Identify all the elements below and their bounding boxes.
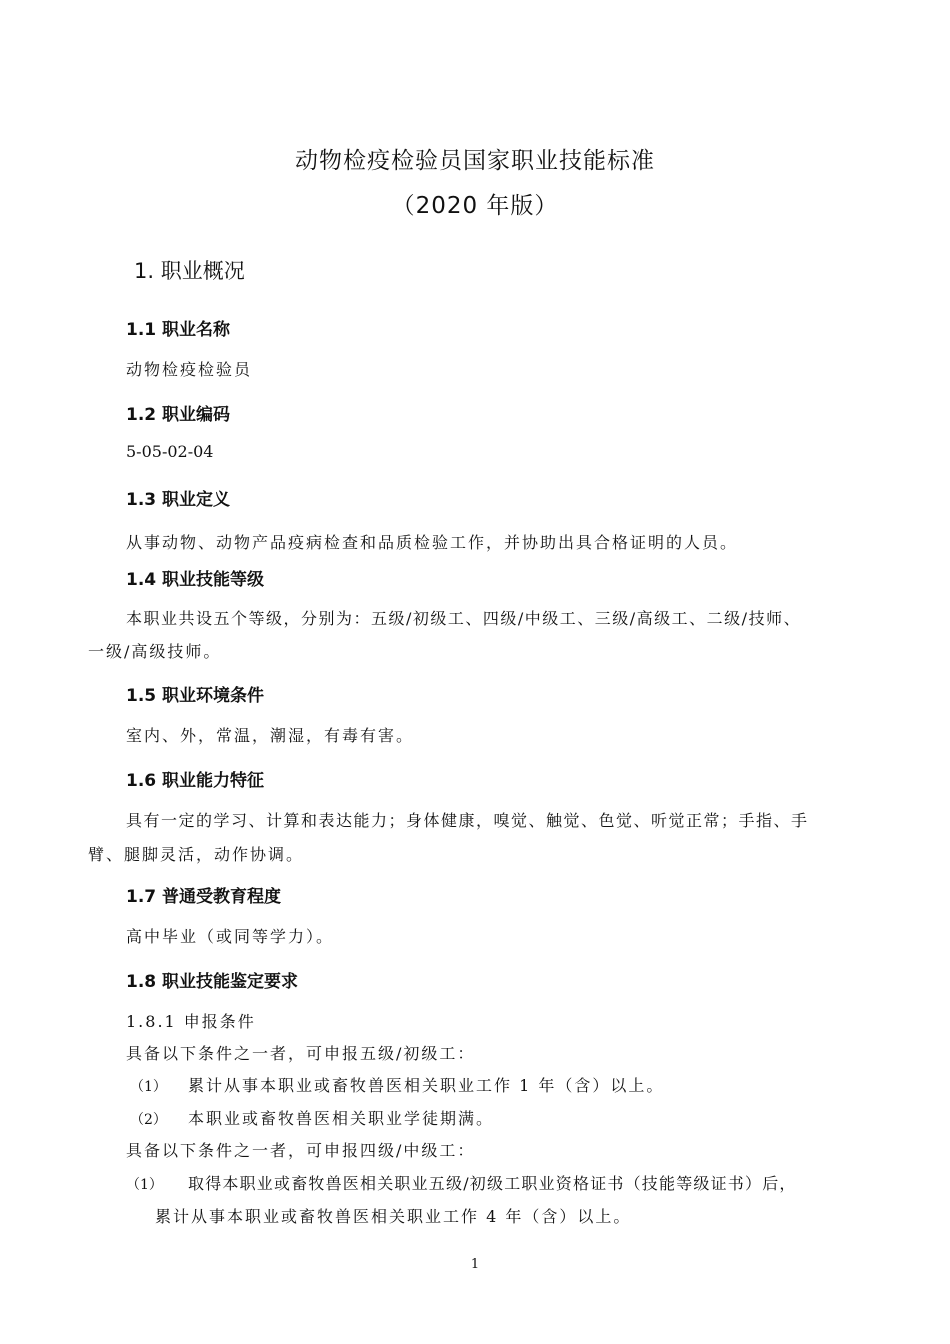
section-1-8-heading: 1.8 职业技能鉴定要求 bbox=[126, 972, 299, 992]
section-1-7-body: 高中毕业（或同等学力）。 bbox=[126, 927, 335, 946]
section-1-1-heading: 1.1 职业名称 bbox=[126, 320, 231, 340]
section-1-6-body-line1: 具有一定的学习、计算和表达能力；身体健康，嗅觉、触觉、色觉、听觉正常；手指、手 bbox=[126, 811, 809, 830]
level5-intro: 具备以下条件之一者，可申报五级/初级工： bbox=[126, 1044, 476, 1063]
section-1-5-heading: 1.5 职业环境条件 bbox=[126, 686, 265, 706]
level5-item-2-number: （2） bbox=[130, 1112, 167, 1128]
level4-item-1-number: （1） bbox=[126, 1177, 163, 1193]
section-1-2-body: 5-05-02-04 bbox=[126, 442, 214, 461]
page-number: 1 bbox=[470, 1257, 480, 1272]
section-1-6-heading: 1.6 职业能力特征 bbox=[126, 771, 265, 791]
section-1-6-body-line2: 臂、腿脚灵活，动作协调。 bbox=[88, 845, 305, 864]
level5-item-2-text: 本职业或畜牧兽医相关职业学徒期满。 bbox=[188, 1109, 495, 1128]
level5-item-1-text: 累计从事本职业或畜牧兽医相关职业工作 1 年（含）以上。 bbox=[188, 1076, 665, 1095]
document-title-line1: 动物检疫检验员国家职业技能标准 bbox=[295, 148, 655, 174]
section-1-1-body: 动物检疫检验员 bbox=[126, 360, 253, 379]
level5-item-1-number: （1） bbox=[130, 1079, 167, 1095]
section-1-8-1-subheading: 1.8.1 申报条件 bbox=[126, 1012, 256, 1031]
section-1-2-heading: 1.2 职业编码 bbox=[126, 405, 231, 425]
level4-intro: 具备以下条件之一者，可申报四级/中级工： bbox=[126, 1141, 476, 1160]
level4-item-1-line1: 取得本职业或畜牧兽医相关职业五级/初级工职业资格证书（技能等级证书）后， bbox=[188, 1174, 797, 1193]
document-title-line2: （2020 年版） bbox=[391, 193, 559, 219]
section-1-7-heading: 1.7 普通受教育程度 bbox=[126, 887, 282, 907]
section-1-4-heading: 1.4 职业技能等级 bbox=[126, 570, 265, 590]
section-1-4-body-line2: 一级/高级技师。 bbox=[88, 642, 222, 661]
level4-item-1-line2: 累计从事本职业或畜牧兽医相关职业工作 4 年（含）以上。 bbox=[155, 1207, 632, 1226]
section-1-3-heading: 1.3 职业定义 bbox=[126, 490, 231, 510]
section-1-5-body: 室内、外，常温，潮湿，有毒有害。 bbox=[126, 726, 415, 745]
section-1-4-body-line1: 本职业共设五个等级，分别为：五级/初级工、四级/中级工、三级/高级工、二级/技师、 bbox=[126, 609, 802, 628]
section-1-3-body: 从事动物、动物产品疫病检查和品质检验工作，并协助出具合格证明的人员。 bbox=[126, 533, 739, 552]
chapter-heading: 1. 职业概况 bbox=[134, 259, 245, 283]
